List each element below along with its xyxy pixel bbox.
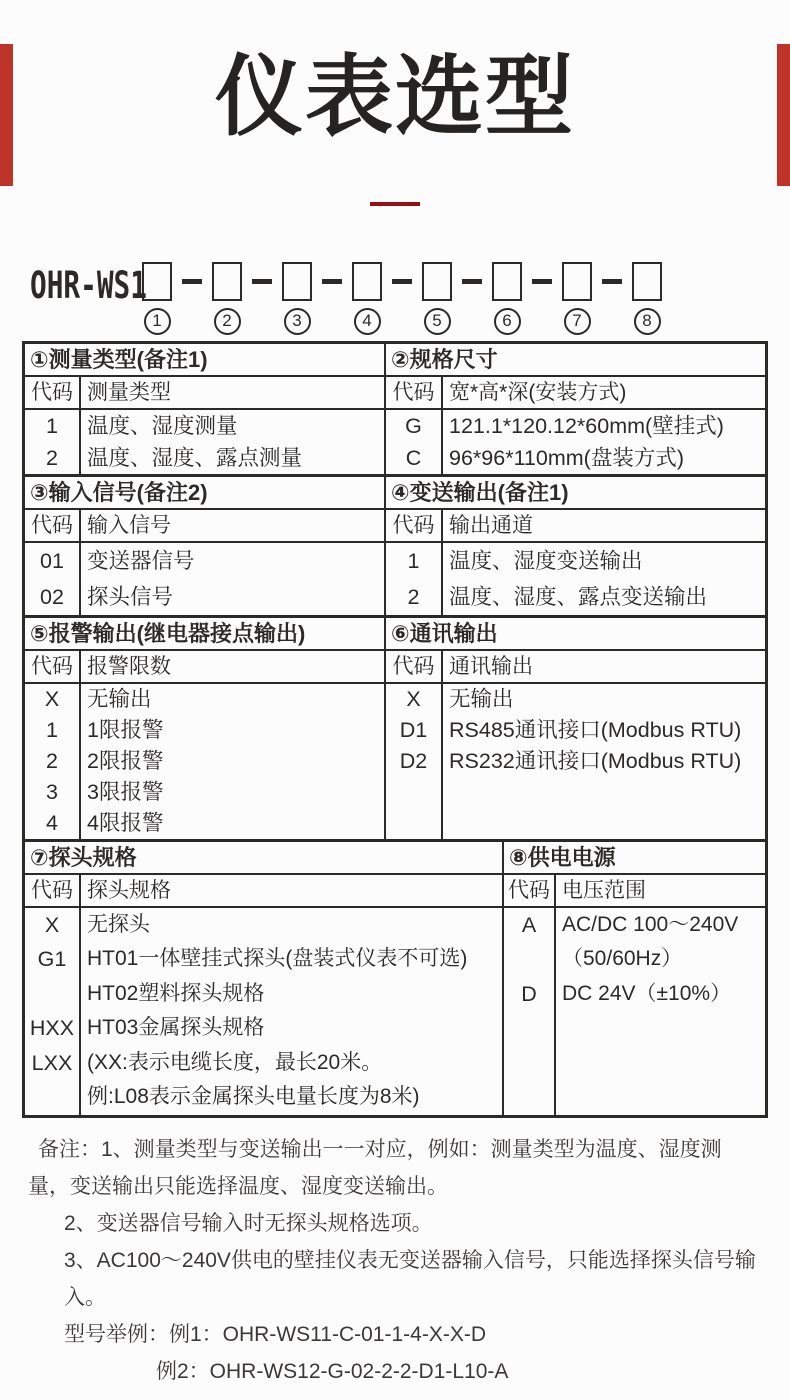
value-cell: 无输出: [449, 686, 514, 711]
model-prefix: OHR-WS1: [30, 263, 147, 307]
code-cell: G1: [37, 947, 67, 972]
column-header-row: [25, 510, 384, 543]
slot-number-circle: 5: [424, 308, 451, 335]
section-title: ⑤报警输出(继电器接点输出): [25, 618, 384, 651]
value-cell: 2限报警: [87, 748, 164, 773]
model-dash: [532, 279, 552, 284]
value-column-header: 报警限数: [87, 654, 171, 678]
value-cell: 无探头: [87, 912, 150, 936]
code-cell: 1: [407, 548, 420, 573]
code-cell: 1: [46, 413, 58, 438]
value-column-header: 宽*高*深(安装方式): [449, 380, 627, 404]
note-line: 2、变送器信号输入时无探头规格选项。: [64, 1211, 433, 1235]
value-column: [81, 684, 384, 839]
column-header-row: [386, 651, 765, 684]
code-cell: X: [44, 686, 60, 711]
section-body: [386, 410, 765, 474]
corner-accent-left: [0, 44, 13, 186]
code-cell: 01: [40, 548, 64, 573]
model-dash: [322, 279, 342, 284]
value-cell: RS232通讯接口(Modbus RTU): [449, 748, 742, 773]
table-band: [25, 839, 765, 1115]
model-slot-box: [212, 262, 242, 301]
model-slot: [562, 262, 592, 335]
code-cell: 1: [46, 717, 58, 742]
code-cell: HXX: [29, 1016, 75, 1041]
section-5: [25, 618, 386, 839]
section-body: [386, 543, 765, 615]
section-body: [25, 543, 384, 615]
section-2: [386, 344, 765, 474]
model-dash: [182, 279, 202, 284]
value-cell: (XX:表示电缆长度，最长20米。: [87, 1050, 383, 1074]
code-cell: 4: [46, 810, 58, 835]
note-line: 例2：OHR-WS12-G-02-2-2-D1-L10-A: [156, 1359, 509, 1383]
model-slot-box: [352, 262, 382, 301]
section-title: ⑥通讯输出: [386, 618, 765, 651]
value-cell: 3限报警: [87, 779, 164, 804]
model-slot-box: [492, 262, 522, 301]
column-header-row: [386, 377, 765, 410]
code-cell: 2: [46, 445, 58, 470]
value-column-header: 测量类型: [87, 380, 171, 404]
slot-number-circle: 6: [494, 308, 521, 335]
code-column: [504, 908, 556, 1115]
model-slot: [352, 262, 382, 335]
value-cell: 温度、湿度、露点测量: [87, 445, 303, 470]
value-column-header: 输入信号: [87, 513, 171, 537]
selection-table-block: [22, 341, 768, 1118]
column-header-row: [25, 651, 384, 684]
code-cell: D2: [399, 748, 428, 773]
value-column: [443, 684, 765, 839]
note-line: 型号举例：例1：OHR-WS11-C-01-1-4-X-X-D: [64, 1322, 486, 1346]
code-cell: D: [521, 981, 537, 1006]
code-column-header: 代码: [25, 510, 81, 541]
model-slot: [212, 262, 242, 335]
code-column-header: 代码: [504, 875, 556, 906]
model-slot-box: [282, 262, 312, 301]
slot-number-circle: 8: [634, 308, 661, 335]
model-dash: [462, 279, 482, 284]
value-cell: HT03金属探头规格: [87, 1016, 265, 1040]
code-cell: X: [406, 686, 421, 711]
value-cell: （50/60Hz）: [562, 947, 683, 971]
value-cell: 96*96*110mm(盘装方式): [449, 445, 684, 470]
section-body: [386, 684, 765, 839]
code-column: [386, 684, 443, 839]
code-column-header: 代码: [386, 510, 443, 541]
code-cell: A: [521, 912, 537, 937]
value-column-header: 探头规格: [87, 878, 171, 902]
code-column-header: 代码: [25, 875, 81, 906]
model-slot-box: [632, 262, 662, 301]
value-column: [81, 908, 502, 1115]
slot-number-circle: 4: [354, 308, 381, 335]
section-7: [25, 842, 504, 1115]
model-dash: [602, 279, 622, 284]
model-dash: [392, 279, 412, 284]
code-cell: 2: [46, 748, 58, 773]
value-column: [81, 410, 384, 474]
value-cell: 温度、湿度测量: [87, 413, 238, 438]
section-6: [386, 618, 765, 839]
section-title: ⑧供电电源: [504, 842, 765, 875]
section-body: [25, 684, 384, 839]
column-header-row: [504, 875, 765, 908]
section-title: ①测量类型(备注1): [25, 344, 384, 377]
notes-block: [28, 1131, 762, 1390]
model-slot: [492, 262, 522, 335]
value-column: [443, 410, 765, 474]
table-band: [25, 344, 765, 474]
table-band: [25, 474, 765, 615]
code-column-header: 代码: [386, 377, 443, 408]
column-header-row: [25, 377, 384, 410]
code-column-header: 代码: [25, 651, 81, 682]
code-column: [386, 543, 443, 615]
title-divider: [370, 202, 420, 206]
section-body: [504, 908, 765, 1115]
slot-number-circle: 3: [284, 308, 311, 335]
note-line: 备注：1、测量类型与变送输出一一对应，例如：测量类型为温度、湿度测量，变送输出只能选择温度、湿度变送输出。: [28, 1137, 722, 1198]
value-cell: 例:L08表示金属探头电量长度为8米): [87, 1085, 420, 1109]
section-4: [386, 477, 765, 615]
value-cell: 探头信号: [87, 584, 174, 609]
section-body: [25, 908, 502, 1115]
section-title: ⑦探头规格: [25, 842, 502, 875]
value-cell: 变送器信号: [87, 548, 195, 573]
value-column: [556, 908, 765, 1115]
code-cell: LXX: [31, 1050, 73, 1075]
code-cell: G: [405, 413, 422, 438]
code-cell: 02: [40, 584, 64, 609]
slot-number-circle: 2: [214, 308, 241, 335]
page-title: 仪表选型: [214, 47, 575, 146]
code-column-header: 代码: [386, 651, 443, 682]
value-cell: DC 24V（±10%）: [562, 981, 732, 1005]
model-slot-box: [422, 262, 452, 301]
code-cell: C: [405, 445, 422, 470]
value-column-header: 输出通道: [449, 513, 533, 537]
table-band: [25, 615, 765, 839]
section-3: [25, 477, 386, 615]
model-slot: [632, 262, 662, 335]
corner-accent-right: [777, 44, 790, 186]
model-dash: [252, 279, 272, 284]
model-slot: [422, 262, 452, 335]
section-8: [504, 842, 765, 1115]
value-cell: HT02塑料探头规格: [87, 981, 265, 1005]
code-column: [25, 908, 81, 1115]
code-cell: X: [44, 912, 60, 937]
column-header-row: [386, 510, 765, 543]
value-cell: 121.1*120.12*60mm(壁挂式): [449, 413, 724, 438]
value-cell: RS485通讯接口(Modbus RTU): [449, 717, 742, 742]
value-cell: 温度、湿度变送输出: [449, 548, 643, 573]
value-column: [81, 543, 384, 615]
model-slot: [282, 262, 312, 335]
code-cell: 3: [46, 779, 58, 804]
model-slot-box: [562, 262, 592, 301]
code-column: [25, 543, 81, 615]
slot-number-circle: 1: [144, 308, 171, 335]
value-cell: AC/DC 100～240V: [562, 912, 739, 936]
value-cell: 1限报警: [87, 717, 164, 742]
model-code-block: [30, 262, 790, 335]
note-line: 3、AC100～240V供电的壁挂仪表无变送器输入信号，只能选择探头信号输入。: [64, 1248, 756, 1309]
value-column-header: 电压范围: [562, 878, 646, 902]
section-title: ②规格尺寸: [386, 344, 765, 377]
code-column-header: 代码: [25, 377, 81, 408]
section-body: [25, 410, 384, 474]
value-cell: HT01一体壁挂式探头(盘装式仪表不可选): [87, 947, 468, 971]
value-cell: 无输出: [87, 686, 152, 711]
code-column: [25, 410, 81, 474]
column-header-row: [25, 875, 502, 908]
value-column-header: 通讯输出: [449, 654, 533, 678]
section-title: ④变送输出(备注1): [386, 477, 765, 510]
slot-number-circle: 7: [564, 308, 591, 335]
model-slots: [142, 262, 662, 335]
value-column: [443, 543, 765, 615]
section-1: [25, 344, 386, 474]
code-cell: D1: [399, 717, 428, 742]
section-title: ③输入信号(备注2): [25, 477, 384, 510]
code-column: [25, 684, 81, 839]
code-column: [386, 410, 443, 474]
code-cell: 2: [407, 584, 420, 609]
value-cell: 温度、湿度、露点变送输出: [449, 584, 708, 609]
value-cell: 4限报警: [87, 810, 164, 835]
